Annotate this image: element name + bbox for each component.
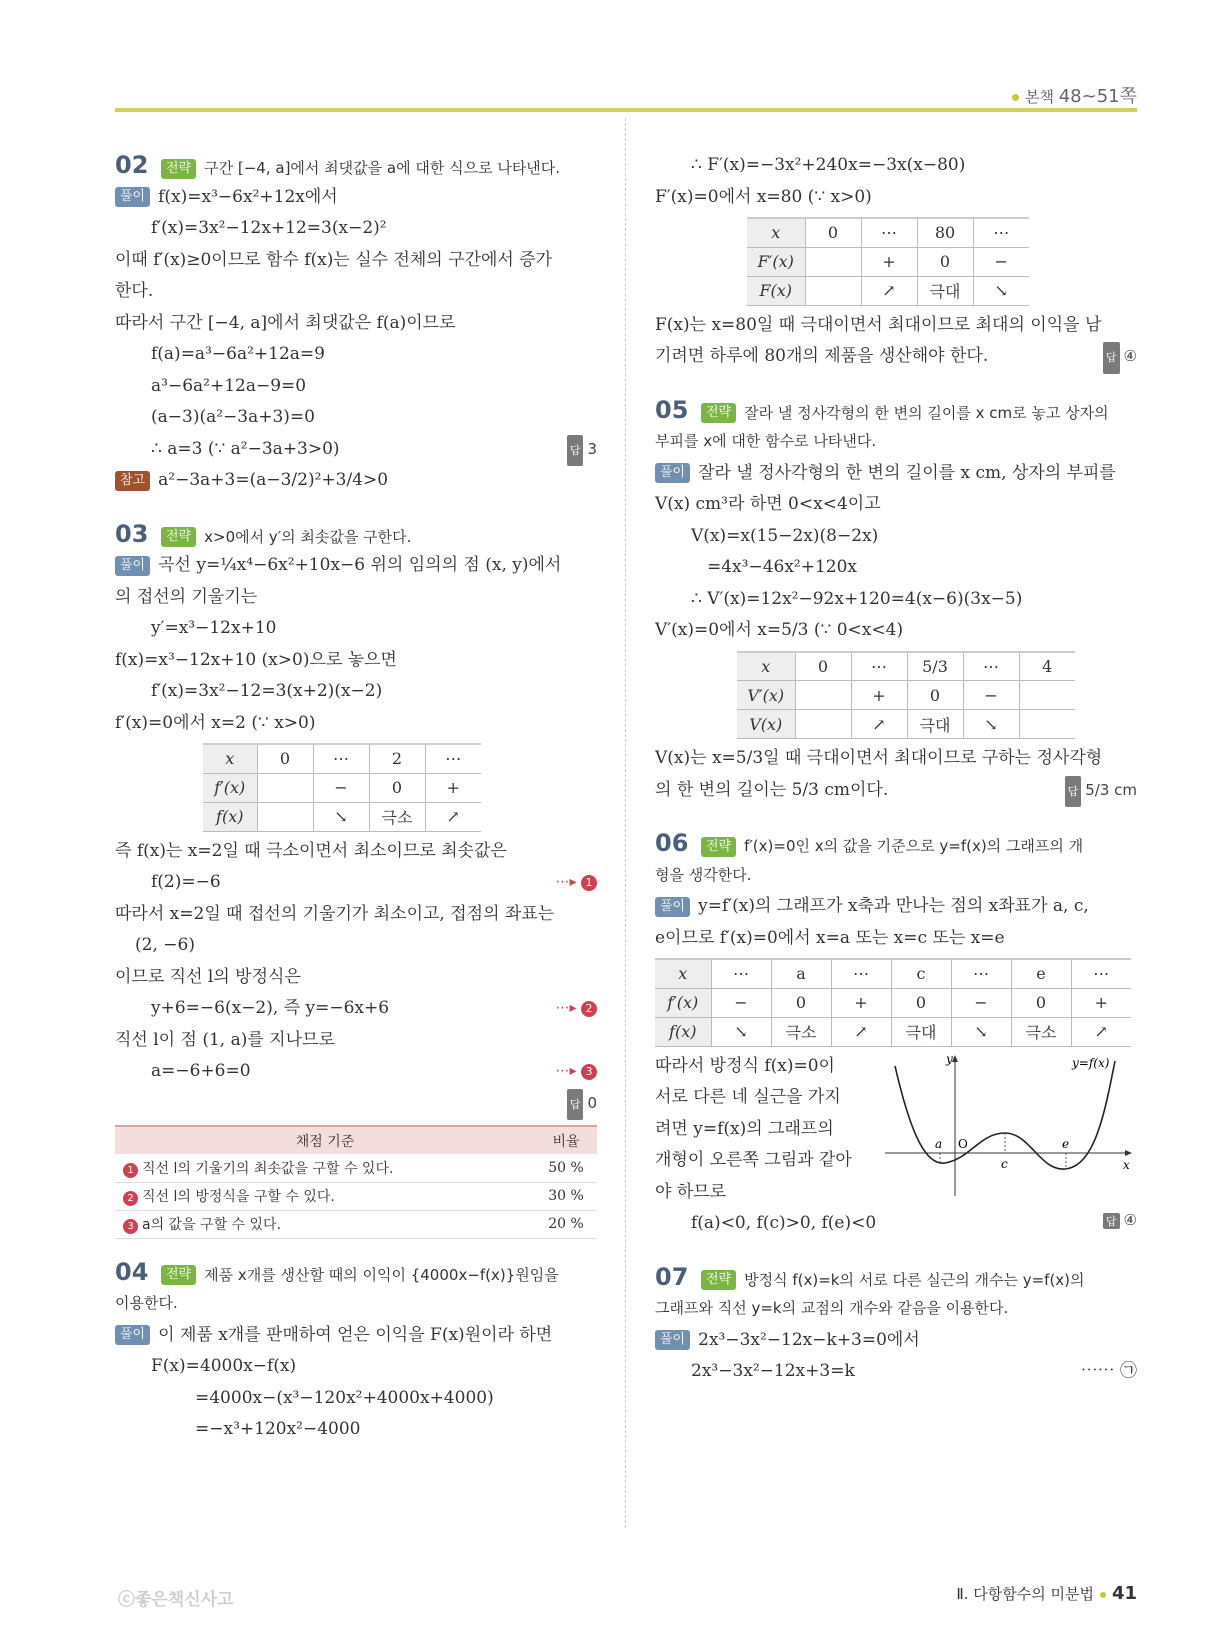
svg-text:e: e bbox=[1062, 1136, 1070, 1151]
problem-04-header: 04 전략 제품 x개를 생산할 때의 이익이 {4000x−f(x)}원임을 bbox=[115, 1257, 559, 1286]
problem-06-header: 06 전략 f′(x)=0인 x의 값을 기준으로 y=f(x)의 그래프의 개 bbox=[655, 829, 1084, 857]
publisher-mark: ⓒ좋은책신사고 bbox=[118, 1590, 234, 1610]
problem-02-header: 02 전략 구간 [−4, a]에서 최댓값을 a에 대한 식으로 나타낸다. bbox=[115, 151, 561, 179]
svg-text:c: c bbox=[1001, 1156, 1008, 1171]
sign-table-04: x 0 ⋯ 80 ⋯ F′(x) + 0 − F(x) ↗ 극대 ↘ bbox=[747, 217, 1029, 306]
page-reference: 본책 48~51쪽 bbox=[1012, 82, 1137, 108]
header-rule bbox=[115, 108, 1137, 112]
svg-text:O: O bbox=[958, 1136, 968, 1151]
column-divider bbox=[625, 118, 626, 1528]
sign-table-05: x 0 ⋯ 5/3 ⋯ 4 V′(x) + 0 − V(x) ↗ 극대 ↘ bbox=[737, 651, 1075, 740]
left-column: 02 전략 구간 [−4, a]에서 최댓값을 a에 대한 식으로 나타낸다. 풀이 f(x)=x³−6x²+12x에서 f′(x)=3x²−12x+12=3(x−2)² 이때 f′(x)≥0이므로 함수 f(x)는 실수 전체의 구간에서 증가 한다. 따라서 구간 [−4, a]에서 최댓값은 f(a)이므로 f(a)=a³−6a²+12a=9 a³−6a²+12a−9=0 (a−3)(a²−3a+3)=0 ∴ a=3 (∵ a²−3a+3>0) 답 3 참고 a²−3a+3=(a−3/2)²+3/4>0 03 전략 x>0에서 y′의 최솟값을 구한다. 풀이 곡선 y=¼x⁴−6x²+10x−6 위의 임의의 점 (x, y)에서 의 접선의 기울기는 y′=x³−12x+10 f(x)=x³−12x+10 (x>0)으로 놓으면 f′(x)=3x²−12=3(x+2)(x−2) f′(x)=0에서 x=2 (∵ x>0) x 0 ⋯ 2 ⋯ f′(x) − 0 + f(x) ↘ 극소 ↗ 즉 f(x)는 x=2일 때 극소이면서 최소이므로 최솟값은 f(2)=−6 ⋯▸ 1 따라서 x=2일 때 접선의 기울기가 최소이고, 접점의 좌표는 (2, −6) 이므로 직선 l의 방정식은 y+6=−6(x−2), 즉 y=−6x+6 ⋯▸ 2 직선 l이 점 (1, a)를 지나므로 a=−6+6=0 ⋯▸ 3 답 0 채점 기준 비율 1 직선 l의 기울기의 최솟값을 구할 수 있다. 50 % 2 직선 l의 방정식을 구할 수 있다. 30 % 3 a의 값을 구할 수 있다. 20 % 04 전략 제품 x개를 생산할 때의 이익이 {4000x−f(x)}원임을 이용한다. 풀이 이 제품 x개를 판매하여 얻은 이익을 F(x)원이라 하면 F(x)=4000x−f(x) =4000x−(x³−120x²+4000x+4000) =−x³+120x²−4000 bbox=[115, 151, 597, 1439]
sign-table-06: x ⋯ a ⋯ c ⋯ e ⋯ f′(x) − 0 + 0 − 0 + f(x) ↘ 극소 ↗ 극대 ↘ 극소 ↗ bbox=[655, 958, 1131, 1047]
page-footer: Ⅱ. 다항함수의 미분법 41 bbox=[956, 1583, 1137, 1604]
svg-text:y=f(x): y=f(x) bbox=[1072, 1055, 1110, 1070]
svg-text:x: x bbox=[1123, 1157, 1130, 1172]
problem-05-header: 05 전략 잘라 낼 정사각형의 한 변의 길이를 x cm로 놓고 상자의 bbox=[655, 395, 1109, 424]
graph-y-fx bbox=[880, 1051, 1137, 1201]
svg-text:a: a bbox=[935, 1136, 943, 1151]
problem-03-header: 03 전략 x>0에서 y′의 최솟값을 구한다. bbox=[115, 519, 412, 548]
grading-table: 채점 기준 비율 1 직선 l의 기울기의 최솟값을 구할 수 있다. 50 % 2 직선 l의 방정식을 구할 수 있다. 30 % 3 a의 값을 구할 수 있다. 20 % bbox=[115, 1125, 597, 1239]
sign-table-03: x 0 ⋯ 2 ⋯ f′(x) − 0 + f(x) ↘ 극소 ↗ bbox=[203, 743, 481, 832]
right-column: ∴ F′(x)=−3x²+240x=−3x(x−80) F′(x)=0에서 x=80 (∵ x>0) x 0 ⋯ 80 ⋯ F′(x) + 0 − F(x) ↗ 극대 ↘ F(x)는 x=80일 때 극대이면서 최대이므로 최대의 이익을 남 기려면 하루에 80개의 제품을 생산해야 한다. 답 ④ 05 전략 잘라 낼 정사각형의 한 변의 길이를 x cm로 놓고 상자의 부피를 x에 대한 함수로 나타낸다. 풀이 잘라 낼 정사각형의 한 변의 길이를 x cm, 상자의 부피를 V(x) cm³라 하면 0<x<4이고 V(x)=x(15−2x)(8−2x) =4x³−46x²+120x ∴ V′(x)=12x²−92x+120=4(x−6)(3x−5) V′(x)=0에서 x=5/3 (∵ 0<x<4) x 0 ⋯ 5/3 ⋯ 4 V′(x) + 0 − V(x) ↗ 극대 ↘ V(x)는 x=5/3일 때 극대이면서 최대이므로 구하는 정사각형 의 한 변의 길이는 5/3 cm이다. 답 5/3 cm 06 전략 f′(x)=0인 x의 값을 기준으로 y=f(x)의 그래프의 개 형을 생각한다. 풀이 y=f′(x)의 그래프가 x축과 만나는 점의 x좌표가 a, c, e이므로 f′(x)=0에서 x=a 또는 x=c 또는 x=e x ⋯ a ⋯ c ⋯ e ⋯ f′(x) − 0 + 0 − 0 + f(x) ↘ 극소 ↗ 극대 ↘ 극소 ↗ 따라서 방정식 f(x)=0이 서로 다른 네 실근을 가지 려면 y=f(x)의 그래프의 개형이 오른쪽 그림과 같아 야 하므로 f(a)<0, f(c)>0, f(e)<0 답 ④ y x O a c e y=f(x) 07 전략 방정식 f(x)=k의 서로 다른 실근의 개수는 y=f(x)의 그래프와 직선 y=k의 교점의 개수와 같음을 이용한다. 풀이 2x³−3x²−12x−k+3=0에서 2x³−3x²−12x+3=k ⋯⋯ ㉠ bbox=[655, 155, 1137, 1381]
svg-text:y: y bbox=[946, 1051, 953, 1066]
problem-07-header: 07 전략 방정식 f(x)=k의 서로 다른 실근의 개수는 y=f(x)의 bbox=[655, 1262, 1085, 1291]
